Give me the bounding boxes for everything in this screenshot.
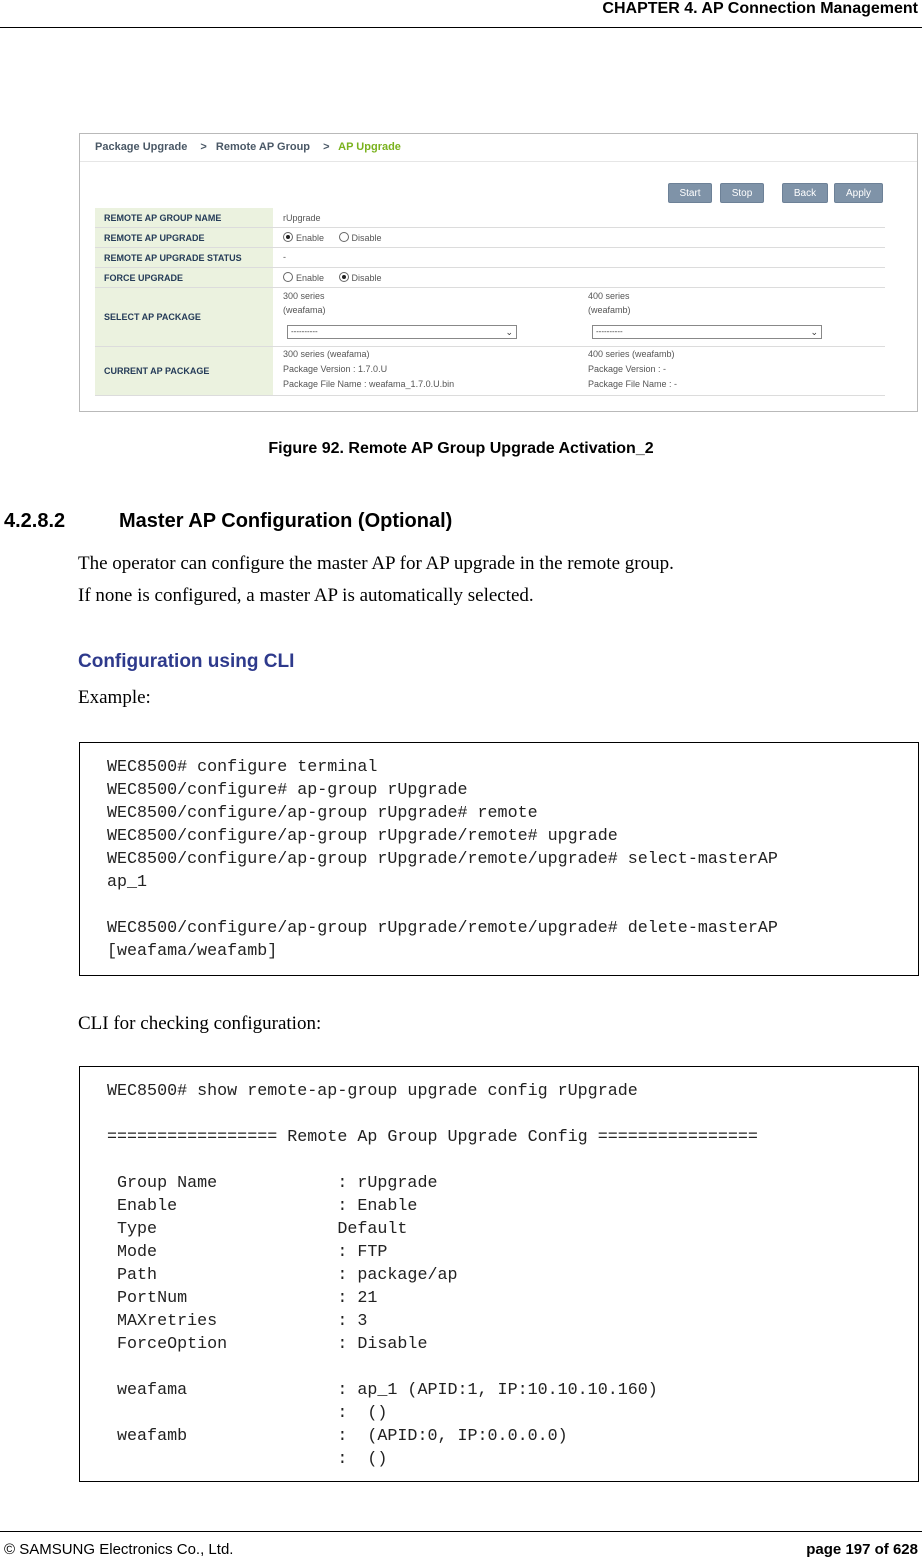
header-divider (0, 27, 922, 28)
package-300-title: 300 series (283, 291, 325, 301)
force-enable-radio[interactable] (283, 272, 293, 282)
chevron-down-icon: ⌄ (505, 327, 513, 337)
row-current-ap-package (95, 347, 885, 396)
package-300-select-value: ---------- (291, 327, 318, 336)
example-label: Example: (78, 687, 151, 708)
group-name-value: rUpgrade (283, 213, 321, 223)
upgrade-status-label: REMOTE AP UPGRADE STATUS (95, 248, 273, 267)
breadcrumb-separator: > (200, 141, 207, 153)
force-disable-label: Disable (351, 273, 382, 283)
breadcrumb-remote-ap-group[interactable]: Remote AP Group (215, 141, 311, 153)
current-400-line2: Package Version : - (588, 364, 667, 374)
example-code: WEC8500# configure terminal WEC8500/configure# ap-group rUpgrade WEC8500/configure/ap-group rUpgrade# remote WEC8500/configure/ap-group rUpgrade/remote# upgrade WEC8500/configure/ap-group rUpgrade/remote/upgrade# select-masterAP ap_1 WEC8500/configure/ap-group rUpgrade/remote/upgrade# delete-masterAP [weafama/weafamb] (107, 758, 778, 961)
select-ap-package-label: SELECT AP PACKAGE (95, 288, 273, 346)
back-button[interactable]: Back (782, 183, 828, 203)
apply-button[interactable]: Apply (834, 183, 883, 203)
current-400-line3: Package File Name : - (588, 379, 678, 389)
example-code-box (79, 742, 919, 976)
chapter-header: CHAPTER 4. AP Connection Management (602, 0, 918, 17)
ap-upgrade-screenshot (79, 133, 918, 412)
row-upgrade-status (95, 248, 885, 268)
start-button[interactable]: Start (668, 183, 712, 203)
current-400-line1: 400 series (weafamb) (588, 349, 675, 359)
breadcrumb (95, 141, 405, 153)
upgrade-status-value: - (283, 252, 286, 262)
cli-heading: Configuration using CLI (78, 651, 295, 672)
check-code-box (79, 1066, 919, 1482)
current-300-line1: 300 series (weafama) (283, 349, 370, 359)
upgrade-enable-label: Enable (296, 233, 325, 243)
row-force-upgrade (95, 268, 885, 288)
package-400-title: 400 series (588, 291, 630, 301)
section-heading (4, 510, 452, 533)
section-number: 4.2.8.2 (4, 510, 66, 532)
stop-button[interactable]: Stop (720, 183, 764, 203)
row-select-ap-package (95, 288, 885, 347)
current-300-line2: Package Version : 1.7.0.U (283, 364, 388, 374)
breadcrumb-ap-upgrade: AP Upgrade (338, 141, 401, 153)
footer-page-number: page 197 of 628 (806, 1541, 918, 1558)
breadcrumb-package-upgrade[interactable]: Package Upgrade (95, 141, 188, 153)
intro-line-1: The operator can configure the master AP for AP upgrade in the remote group. (78, 553, 674, 574)
check-code: WEC8500# show remote-ap-group upgrade config rUpgrade ================= Remote Ap Group Upgrade Config ================ Group Name : rUpgrade Enable : Enable Type Default Mode : FTP Path : package/ap PortNum : 21 MAXretries : 3 ForceOption : Disable weafama : ap_1 (APID:1, IP:10.10.10.160) : () weafamb : (APID:0, IP:0.0.0.0) : () (107, 1082, 758, 1469)
package-400-model: (weafamb) (588, 305, 631, 315)
footer-divider (0, 1531, 922, 1532)
breadcrumb-separator: > (323, 141, 330, 153)
section-title: Master AP Configuration (Optional) (119, 510, 453, 532)
intro-line-2: If none is configured, a master AP is automatically selected. (78, 585, 534, 606)
row-remote-ap-upgrade (95, 228, 885, 248)
force-upgrade-label: FORCE UPGRADE (95, 268, 273, 287)
package-300-select[interactable] (287, 325, 517, 339)
remote-ap-upgrade-label: REMOTE AP UPGRADE (95, 228, 273, 247)
package-400-select[interactable] (592, 325, 822, 339)
current-ap-package-label: CURRENT AP PACKAGE (95, 347, 273, 395)
group-name-label: REMOTE AP GROUP NAME (95, 208, 273, 227)
check-config-label: CLI for checking configuration: (78, 1013, 322, 1034)
package-400-select-value: ---------- (596, 327, 623, 336)
current-300-line3: Package File Name : weafama_1.7.0.U.bin (283, 379, 455, 389)
row-group-name (95, 208, 885, 228)
upgrade-enable-radio[interactable] (283, 232, 293, 242)
footer-copyright: © SAMSUNG Electronics Co., Ltd. (4, 1541, 234, 1558)
remote-ap-upgrade-options (283, 232, 382, 243)
upgrade-disable-radio[interactable] (339, 232, 349, 242)
package-300-model: (weafama) (283, 305, 326, 315)
force-upgrade-options (283, 272, 382, 283)
figure-caption: Figure 92. Remote AP Group Upgrade Activation_2 (268, 440, 654, 457)
chevron-down-icon: ⌄ (810, 327, 818, 337)
force-enable-label: Enable (296, 273, 325, 283)
upgrade-disable-label: Disable (351, 233, 382, 243)
breadcrumb-divider (80, 161, 917, 162)
force-disable-radio[interactable] (339, 272, 349, 282)
